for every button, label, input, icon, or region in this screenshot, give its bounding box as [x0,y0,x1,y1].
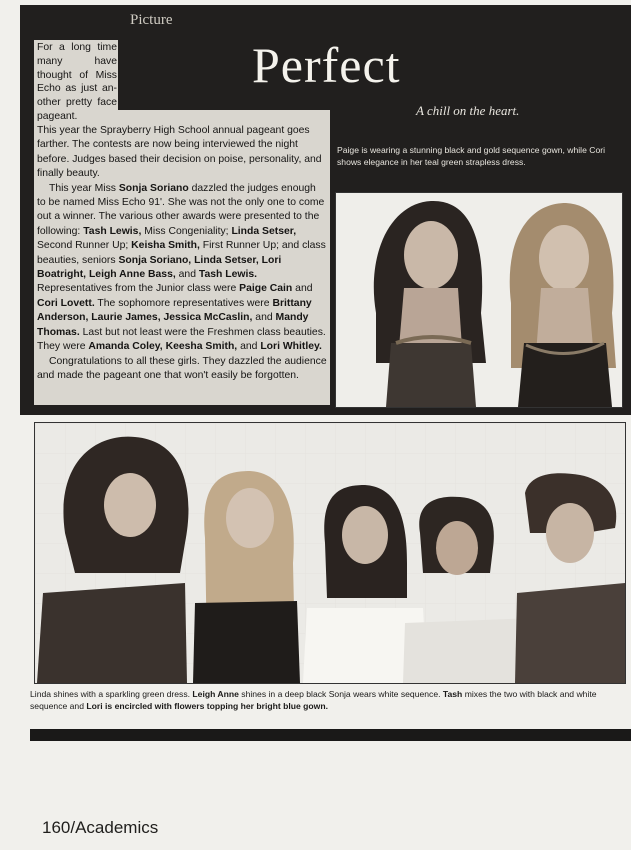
winner-name: Sonja Soriano [118,182,189,194]
caption-run: mixes the two with black and white sequence and [30,689,597,711]
junior-name: Cori Lovett. [37,297,95,309]
award-name: Linda Setser, [231,225,297,237]
photo-two-girls [335,192,623,408]
page-subtitle: A chill on the heart. [416,103,520,118]
top-photo-caption: Paige is wearing a stunning black and gold sequence gown, while Cori shows elegance in her teal green strapless dress. [335,144,623,190]
story-lead: For a long time many have thought of Miss Echo as just an-other pretty face pageant. [37,42,117,122]
junior-name: Paige Cain [239,283,293,295]
story-text-run: and [252,312,276,324]
story-text-run: and [292,283,313,295]
caption-name: Leigh Anne [192,689,239,699]
sophomore-names: Brittany Anderson, Laurie James, Jessica McCaslin, [37,297,312,324]
story-text-run: The sophomore representatives were [94,297,273,309]
story-paragraph-3: Congratulations to all these girls. They dazzled the audience and made the pageant one that won't easily be forgotten. [37,355,327,381]
caption-name: Tash [442,689,463,699]
story-text-run: This year Miss [49,182,119,194]
bottom-photo-caption [30,688,630,712]
story-text-run: First Runner Up; and class beauties, seniors [37,240,326,266]
freshman-names: Amanda Coley, Keesha Smith, [88,341,238,353]
footer-rule [30,729,631,741]
photo-five-girls [34,422,626,684]
story-text-run: Last but not least were the Freshmen class beauties. They were [37,326,326,353]
story-text-run: Second Runner Up; [37,240,132,252]
caption-run: shines in a deep black Sonja wears white sequence. [238,689,443,699]
senior-names: Tash Lewis. [198,269,258,281]
award-name: Tash Lewis, [83,225,142,237]
freshman-names: Lori Whitley. [260,341,322,353]
story-text-run: Representatives from the Junior class were [37,283,240,295]
caption-run: Linda shines with a sparkling green dress. [30,689,193,699]
story-text-run: Miss Congeniality; [141,225,232,237]
story-text-run: and [175,269,199,281]
story-text-run: and [237,341,261,353]
caption-name: Lori is encircled with flowers topping her bright blue gown. [86,701,328,711]
story-paragraph-1: This year the Sprayberry High School annual pageant goes farther. The contests are now being interviewed the night before. Judges based their decision on poise, personality, and finally beauty. [37,125,322,180]
story-body [37,124,327,383]
story-text-run: dazzled the judges enough to be named Miss Echo 91'. She was not the only one to come out a winner. The various other awards were presented to the following: [37,182,325,237]
page-folio: 160/Academics [42,818,159,837]
story-paragraph-2 [37,182,327,355]
senior-names: Sonja Soriano, Linda Setser, Lori Boatright, Leigh Anne Bass, [37,254,282,281]
page-title: Perfect [252,37,401,93]
kicker-label: Picture [130,12,173,28]
sophomore-names: Mandy Thomas. [37,312,309,338]
award-name: Keisha Smith, [131,240,200,252]
